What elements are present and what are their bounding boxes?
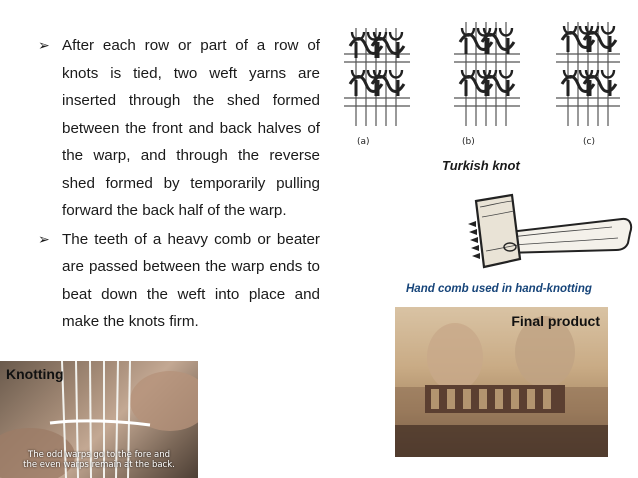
subtitle-line-2: the even warps remain at the back. bbox=[23, 460, 175, 470]
knot-panel-b bbox=[454, 22, 520, 126]
turkish-knot-caption: Turkish knot bbox=[442, 158, 520, 173]
hand-comb-caption: Hand comb used in hand-knotting bbox=[406, 283, 592, 295]
panel-label-c: (c) bbox=[583, 137, 595, 147]
final-product-image bbox=[395, 307, 608, 457]
knotting-label: Knotting bbox=[6, 366, 64, 382]
arrow-bullet-icon: ➢ bbox=[38, 230, 50, 247]
knot-panel-c bbox=[556, 22, 620, 126]
hand-comb-illustration bbox=[462, 193, 634, 275]
bullet-text: The teeth of a heavy comb or beater are passed between the warp ends to beat down the weft into place and make the knots firm. bbox=[62, 230, 320, 330]
panel-label-b: (b) bbox=[462, 137, 475, 147]
bullet-text: After each row or part of a row of knots is tied, two weft yarns are inserted through the shed formed between the front and back halves of the warp, and through the reverse shed formed by temporarily pulling forward the back half of the warp. bbox=[62, 37, 320, 219]
bullet-weft-insertion bbox=[38, 32, 320, 225]
final-product-photo bbox=[395, 307, 608, 457]
video-subtitle bbox=[0, 450, 198, 470]
subtitle-line-1: The odd warps go to the fore and bbox=[28, 450, 170, 460]
knot-panel-a bbox=[344, 28, 410, 126]
turkish-knot-illustration bbox=[342, 18, 620, 148]
bullet-comb-beating bbox=[38, 226, 320, 336]
bullet-list bbox=[38, 32, 320, 336]
arrow-bullet-icon: ➢ bbox=[38, 37, 50, 53]
panel-label-a: (a) bbox=[357, 137, 370, 147]
knotting-photo bbox=[0, 361, 198, 478]
final-product-label: Final product bbox=[511, 313, 600, 329]
